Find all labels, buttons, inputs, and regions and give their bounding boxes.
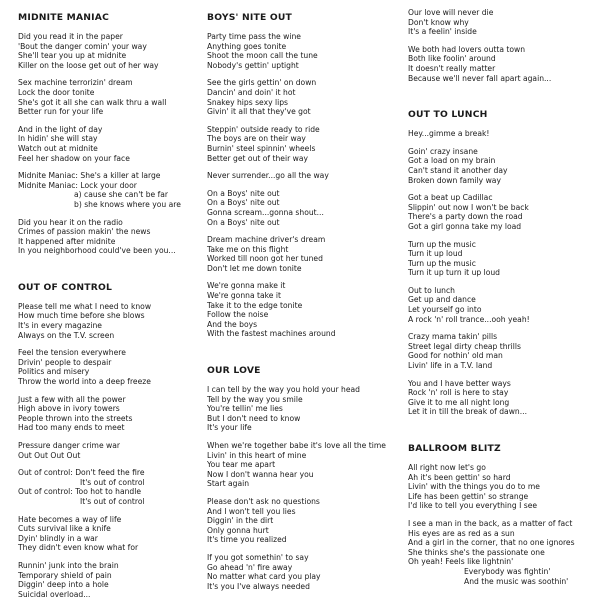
lyric-line: Did you hear it on the radio (18, 217, 123, 227)
lyric-line: Diggin' in the dirt (207, 516, 274, 526)
lyric-line: And I won't tell you lies (207, 506, 296, 516)
lyric-line: It's your life (207, 423, 252, 433)
lyric-line: She thinks she's the passionate one (408, 547, 545, 557)
lyric-line: Got a load on my brain (408, 156, 496, 166)
lyric-line: Give it to me all night long (408, 397, 510, 407)
lyric-line: Better run for your life (18, 107, 104, 117)
lyric-line: On a Boys' nite out (207, 198, 280, 208)
lyric-line: Oh yeah! Feels like lightnin' (408, 557, 514, 567)
lyric-line: You tear me apart (207, 460, 276, 470)
lyric-line: All right now let's go (408, 463, 486, 472)
lyric-line: Livin' life in a T.V. land (408, 361, 493, 371)
lyric-line: High above in ivory towers (18, 404, 120, 414)
lyric-line: Nobody's gettin' uptight (207, 60, 299, 70)
lyric-stanza (207, 235, 397, 273)
lyric-stanza (207, 497, 397, 545)
lyric-line: Lock the door tonite (18, 87, 95, 97)
lyric-line: Never surrender...go all the way (207, 171, 329, 181)
lyric-line: She's got it all she can walk thru a wall (18, 97, 167, 107)
lyric-stanza (207, 553, 397, 591)
lyric-line: Can't stand it another day (408, 165, 508, 175)
lyric-line: Turn up the music (408, 258, 476, 268)
lyric-line: Cuts survival like a knife (18, 524, 111, 534)
song-block (18, 12, 208, 256)
lyric-line: Always on the T.V. screen (18, 330, 115, 340)
lyric-line: When we're together babe it's love all the time (207, 441, 386, 450)
lyric-stanza (18, 441, 208, 460)
lyric-stanza (18, 515, 208, 553)
lyric-line: We're gonna make it (207, 281, 286, 291)
lyric-line: Had too many ends to meet (18, 423, 125, 433)
lyric-stanza (207, 32, 397, 70)
lyric-line: I can tell by the way you hold your head (207, 385, 360, 395)
lyric-line: If you got somethin' to say (207, 552, 309, 562)
lyric-line: b) she knows where you are (74, 199, 181, 209)
lyric-line: Slippin' out now I won't be back (408, 202, 529, 212)
lyric-stanza (408, 379, 594, 417)
lyric-line: The boys are on their way (207, 134, 306, 144)
lyric-line: Feel her shadow on your face (18, 153, 130, 163)
lyric-line: Party time pass the wine (207, 32, 301, 41)
lyric-line: Steppin' outside ready to ride (207, 124, 320, 134)
lyric-line: We're gonna take it (207, 291, 281, 301)
lyric-line: Suicidal overload... (18, 589, 91, 599)
lyric-line: Feel the tension everywhere (18, 348, 126, 358)
lyric-line: Life has been gettin' so strange (408, 491, 529, 501)
song-block (408, 8, 594, 83)
lyric-stanza (18, 395, 208, 433)
lyric-stanza (18, 561, 208, 599)
lyric-line: Only gonna hurt (207, 525, 269, 535)
lyric-stanza (18, 78, 208, 116)
lyric-line: Hey...gimme a break! (408, 129, 490, 139)
lyric-line: Politics and misery (18, 367, 90, 377)
lyric-line: Start again (207, 479, 250, 489)
song-title: MIDNITE MANIAC (18, 12, 110, 23)
song-block (408, 443, 594, 586)
lyric-stanza (207, 189, 397, 227)
lyric-line: And the boys (207, 319, 258, 329)
lyric-line: And a girl in the corner, that no one ignores (408, 538, 575, 548)
lyric-line: Go ahead 'n' fire away (207, 562, 293, 572)
lyric-line: And in the light of day (18, 124, 103, 134)
lyric-line: It doesn't really matter (408, 63, 496, 73)
lyric-line: Don't let me down tonite (207, 263, 302, 273)
lyric-line: Take me on this flight (207, 244, 289, 254)
lyric-stanza (18, 218, 208, 256)
lyric-line: Both like foolin' around (408, 54, 496, 64)
lyric-stanza (18, 32, 208, 70)
lyric-line: Did you read it in the paper (18, 32, 123, 41)
lyric-line: On a Boys' nite out (207, 188, 280, 198)
lyric-stanza (207, 441, 397, 489)
lyric-stanza (207, 78, 397, 116)
lyric-stanza (18, 171, 208, 209)
lyric-line: Shoot the moon call the tune (207, 51, 318, 61)
lyric-line: His eyes are as red as a sun (408, 528, 515, 538)
lyric-line: Temporary shield of pain (18, 570, 112, 580)
lyric-line: How much time before she blows (18, 311, 145, 321)
lyric-line: Killer on the loose get out of her way (18, 60, 159, 70)
lyric-line: Hate becomes a way of life (18, 514, 122, 524)
song-title: BALLROOM BLITZ (408, 443, 501, 454)
lyric-stanza (408, 8, 594, 37)
lyric-line: Out Out Out Out (18, 450, 81, 460)
lyric-line: And the music was soothin' (464, 576, 569, 586)
lyric-line: There's a party down the road (408, 212, 523, 222)
lyric-line: Please tell me what I need to know (18, 301, 152, 311)
lyric-line: Diggin' deep into a hole (18, 580, 109, 590)
lyric-line: I'd like to tell you everything I see (408, 501, 538, 511)
lyric-line: Street legal dirty cheap thrills (408, 341, 521, 351)
song-title: OUT OF CONTROL (18, 282, 113, 293)
lyric-line: It's in every magazine (18, 321, 102, 331)
lyric-line: I see a man in the back, as a matter of fact (408, 518, 573, 528)
lyric-line: Givin' it all that they've got (207, 107, 311, 117)
song-title: BOYS' NITE OUT (207, 12, 292, 23)
lyric-line: Livin' with the things you do to me (408, 482, 540, 492)
lyric-line: Rock 'n' roll is here to stay (408, 388, 509, 398)
lyric-line: Tell by the way you smile (207, 394, 303, 404)
lyric-line: Dyin' blindly in a war (18, 533, 98, 543)
lyric-line: Sex machine terrorizin' dream (18, 78, 133, 88)
lyric-line: Out of control: Don't feed the fire (18, 468, 145, 478)
song-title: OUR LOVE (207, 365, 261, 376)
lyric-line: Gonna scream...gonna shout... (207, 207, 324, 217)
lyric-line: But I don't need to know (207, 413, 301, 423)
song-block (18, 282, 208, 599)
lyrics-column-3 (408, 8, 594, 594)
lyric-line: Goin' crazy insane (408, 146, 478, 156)
song-block (408, 109, 594, 417)
lyric-stanza (207, 125, 397, 163)
lyric-line: We both had lovers outta town (408, 44, 526, 54)
lyric-line: Because we'll never fall apart again... (408, 73, 552, 83)
lyric-line: On a Boys' nite out (207, 217, 280, 227)
lyric-stanza (408, 129, 594, 139)
lyric-line: She'll tear you up at midnite (18, 51, 127, 61)
lyric-line: Crazy mama takin' pills (408, 332, 498, 342)
lyric-stanza (18, 468, 208, 506)
lyric-line: It happened after midnite (18, 236, 116, 246)
lyric-stanza (207, 385, 397, 433)
lyrics-column-1 (18, 8, 208, 607)
lyric-line: With the fastest machines around (207, 329, 336, 339)
lyric-line: Follow the noise (207, 310, 269, 320)
lyric-line: Ah it's been gettin' so hard (408, 472, 511, 482)
lyric-line: Get up and dance (408, 295, 476, 305)
lyric-line: Turn up the music (408, 239, 476, 249)
lyric-stanza (408, 45, 594, 83)
lyric-line: Crimes of passion makin' the news (18, 227, 151, 237)
song-block (207, 365, 397, 591)
lyric-line: Anything goes tonite (207, 41, 287, 51)
lyric-stanza (408, 240, 594, 278)
lyric-line: Turn it up turn it up loud (408, 268, 501, 278)
lyric-line: Dancin' and doin' it hot (207, 87, 296, 97)
lyric-line: In hidin' she will stay (18, 134, 98, 144)
lyric-line: Take it to the edge tonite (207, 300, 303, 310)
lyric-stanza (18, 302, 208, 340)
lyric-line: Good for nothin' old man (408, 351, 503, 361)
lyric-line: Midnite Maniac: Lock your door (18, 180, 137, 190)
lyric-line: Runnin' junk into the brain (18, 560, 119, 570)
lyrics-column-2 (207, 8, 397, 599)
lyric-line: In you neighborhood could've been you... (18, 246, 176, 256)
lyric-line: Broken down family way (408, 175, 501, 185)
lyric-line: It's you I've always needed (207, 581, 310, 591)
lyric-line: It's a feelin' inside (408, 27, 477, 37)
lyric-line: a) cause she can't be far (74, 190, 169, 200)
lyric-line: Drivin' people to despair (18, 357, 112, 367)
lyric-line: See the girls gettin' on down (207, 78, 317, 88)
lyric-stanza (408, 519, 594, 586)
lyric-line: Worked till noon got her tuned (207, 254, 323, 264)
lyric-line: Our love will never die (408, 8, 494, 17)
lyric-stanza (408, 463, 594, 511)
lyric-line: Out to lunch (408, 285, 455, 295)
lyric-stanza (207, 281, 397, 339)
lyric-line: You and I have better ways (408, 378, 511, 388)
lyric-stanza (18, 348, 208, 386)
lyric-line: They didn't even know what for (18, 543, 139, 553)
lyric-line: It's out of control (80, 496, 145, 506)
lyric-line: People thrown into the streets (18, 413, 133, 423)
lyric-line: Please don't ask no questions (207, 496, 320, 506)
lyric-line: Throw the world into a deep freeze (18, 377, 151, 387)
lyric-stanza (408, 193, 594, 231)
lyric-line: Midnite Maniac: She's a killer at large (18, 171, 161, 181)
lyric-line: Got a beat up Cadillac (408, 193, 493, 203)
lyric-line: You're tellin' me lies (207, 404, 283, 414)
lyric-stanza (408, 286, 594, 324)
lyric-line: Turn it up loud (408, 249, 463, 259)
lyric-line: Better get out of their way (207, 153, 308, 163)
lyric-line: It's time you realized (207, 535, 287, 545)
lyric-line: Let yourself go into (408, 305, 482, 315)
lyric-line: It's out of control (80, 477, 145, 487)
lyric-stanza (207, 171, 397, 181)
lyric-line: Snakey hips sexy lips (207, 97, 288, 107)
lyric-line: Just a few with all the power (18, 394, 126, 404)
lyric-stanza (408, 147, 594, 185)
lyric-line: A rock 'n' roll trance...ooh yeah! (408, 314, 530, 324)
lyric-line: Got a girl gonna take my load (408, 221, 522, 231)
lyric-line: 'Bout the danger comin' your way (18, 41, 147, 51)
lyric-line: Everybody was fightin' (464, 566, 551, 576)
lyric-stanza (408, 332, 594, 370)
lyric-line: Now I don't wanna hear you (207, 469, 314, 479)
lyric-line: Dream machine driver's dream (207, 235, 326, 245)
lyric-line: No matter what card you play (207, 572, 321, 582)
lyric-line: Livin' in this heart of mine (207, 450, 307, 460)
lyric-line: Let it in till the break of dawn... (408, 407, 527, 417)
lyric-line: Burnin' steel spinnin' wheels (207, 143, 316, 153)
lyric-stanza (18, 125, 208, 163)
lyric-line: Watch out at midnite (18, 143, 98, 153)
lyric-line: Out of control: Too hot to handle (18, 487, 142, 497)
lyric-line: Don't know why (408, 17, 469, 27)
song-title: OUT TO LUNCH (408, 109, 488, 120)
song-block (207, 12, 397, 339)
lyric-line: Pressure danger crime war (18, 441, 121, 450)
